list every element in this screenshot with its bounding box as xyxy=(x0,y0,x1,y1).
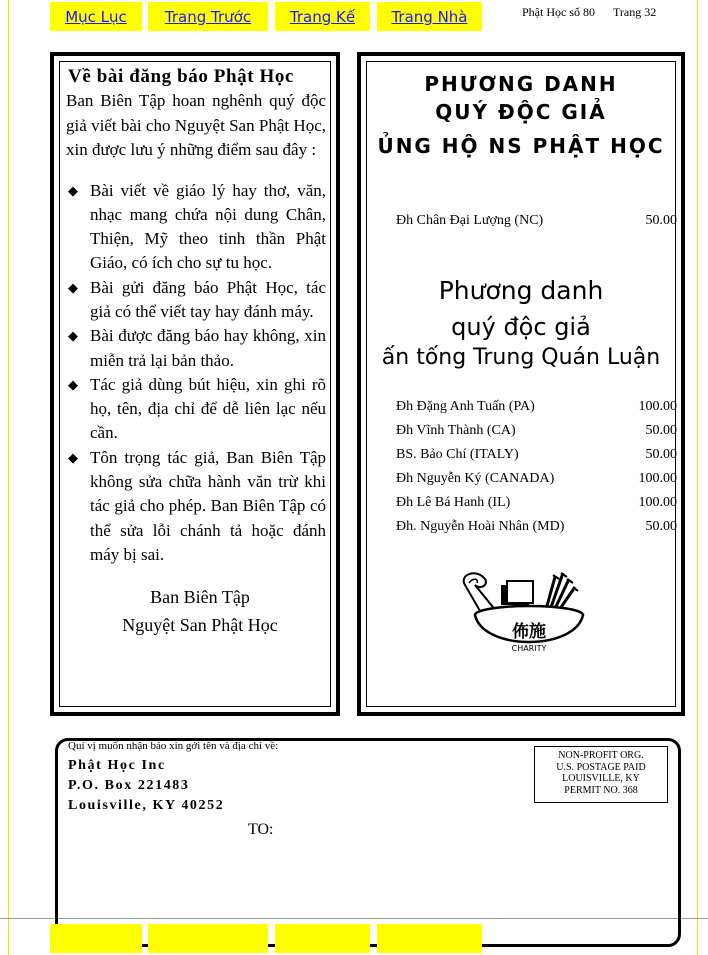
diamond-bullet-icon: ◆ xyxy=(68,279,78,295)
margin-guide-left xyxy=(8,0,9,955)
donor-amount: 50.00 xyxy=(645,447,677,462)
signature-line-1: Ban Biên Tập xyxy=(150,587,250,608)
donors2-heading-line-2: quý độc giả xyxy=(451,313,591,341)
donor-name: BS. Bảo Chí (ITALY) xyxy=(396,447,519,462)
submission-guidelines-inner xyxy=(59,61,331,707)
postage-line-2: U.S. POSTAGE PAID xyxy=(556,761,646,773)
diamond-bullet-icon: ◆ xyxy=(68,449,78,465)
bottom-nav-trang-truoc-link[interactable] xyxy=(148,924,268,953)
list-item xyxy=(66,324,326,373)
issue-number: Phật Học số 80 xyxy=(522,5,595,19)
diamond-bullet-icon: ◆ xyxy=(68,328,78,344)
mailing-address-box xyxy=(55,738,681,947)
guidelines-list xyxy=(66,179,326,568)
donor-row xyxy=(396,516,677,538)
postage-line-4: PERMIT NO. 368 xyxy=(564,784,638,796)
margin-guide-right xyxy=(697,0,698,955)
list-item-text: Bài được đăng báo hay không, xin miễn trả lại bản thảo. xyxy=(90,326,326,370)
donor-name: Đh Nguyễn Ký (CANADA) xyxy=(396,471,555,486)
donor-name: Đh Đặng Anh Tuấn (PA) xyxy=(396,399,535,414)
return-address-line-3: Louisville, KY 40252 xyxy=(68,798,225,813)
donor-row xyxy=(396,396,677,418)
list-item xyxy=(66,276,326,325)
donors-heading-line-2: QUÝ ĐỘC GIẢ xyxy=(435,100,607,124)
list-item xyxy=(66,446,326,567)
donor-row xyxy=(396,468,677,490)
donor-amount: 100.00 xyxy=(638,495,677,510)
list-item-text: Tác giả dùng bút hiệu, xin ghi rõ họ, tên, địa chỉ để dễ liên lạc nếu cần. xyxy=(90,374,326,443)
postage-line-1: NON-PROFIT ORG. xyxy=(558,750,644,761)
page-number: Trang 32 xyxy=(613,5,657,19)
list-item-text: Bài viết về giáo lý hay thơ, văn, nhạc mang chứa nội dung Chân, Thiện, Mỹ theo tinh thần Phật Giáo, có ích cho sự tu học. xyxy=(90,180,326,273)
return-address-line-1: Phật Học Inc xyxy=(68,758,166,773)
donors-box xyxy=(357,52,685,716)
bottom-nav-trang-nha-link[interactable] xyxy=(377,924,482,953)
charity-label: CHARITY xyxy=(511,644,547,653)
donor-row xyxy=(396,420,677,442)
diamond-bullet-icon: ◆ xyxy=(68,182,78,198)
nav-trang-truoc-link[interactable]: Trang Trước xyxy=(148,2,268,31)
list-item xyxy=(66,373,326,446)
page-header-info xyxy=(522,5,656,20)
donor-amount: 100.00 xyxy=(638,399,677,414)
donor-row xyxy=(396,444,677,466)
bottom-nav-trang-ke-link[interactable] xyxy=(275,924,370,953)
donor-amount: 50.00 xyxy=(645,423,677,438)
charity-bowl-illustration xyxy=(457,567,587,662)
nav-muc-luc-link[interactable]: Mục Lục xyxy=(50,2,142,31)
donor-row xyxy=(396,492,677,514)
list-item-text: Tôn trọng tác giả, Ban Biên Tập không sửa chữa hành văn trừ khi tác giả cho phép. Ban Biên Tập có thể sửa lỗi chánh tả hoặc đánh máy bị sai. xyxy=(90,447,326,564)
donor-name: Đh Vĩnh Thành (CA) xyxy=(396,423,516,438)
supporter-amount: 50.00 xyxy=(645,213,677,228)
postage-indicia xyxy=(534,746,668,803)
nav-trang-nha-link[interactable]: Trang Nhà xyxy=(377,2,482,31)
to-label: TO: xyxy=(248,821,274,838)
guidelines-intro: Ban Biên Tập hoan nghênh quý độc giả viết bài cho Nguyệt San Phật Học, xin được lưu ý những điểm sau đây : xyxy=(66,91,326,159)
donor-amount: 50.00 xyxy=(645,519,677,534)
donors-heading-line-3: ỦNG HỘ NS PHẬT HỌC xyxy=(377,134,665,158)
bottom-nav-muc-luc-link[interactable] xyxy=(50,924,142,953)
signature xyxy=(66,583,326,639)
donor-amount: 100.00 xyxy=(638,471,677,486)
donors-heading-line-1: PHƯƠNG DANH xyxy=(424,72,618,96)
list-item-text: Bài gửi đăng báo Phật Học, tác giả có thể viết tay hay đánh máy. xyxy=(90,277,326,321)
return-address-line-2: P.O. Box 221483 xyxy=(68,778,190,793)
donors2-heading-line-3: ấn tống Trung Quán Luận xyxy=(381,345,661,370)
submission-guidelines-box xyxy=(50,52,340,716)
charity-chars: 佈施 xyxy=(512,622,546,642)
supporter-row xyxy=(396,210,677,232)
donor-name: Đh Lê Bá Hanh (IL) xyxy=(396,495,511,510)
donors-inner xyxy=(366,61,676,707)
supporter-name: Đh Chân Đại Lượng (NC) xyxy=(396,213,544,228)
guidelines-title: Về bài đăng báo Phật Học xyxy=(68,66,295,87)
postage-line-3: LOUISVILLE, KY xyxy=(562,773,640,784)
donors2-heading-line-1: Phương danh xyxy=(438,276,604,305)
donor-name: Đh. Nguyễn Hoài Nhân (MD) xyxy=(396,519,565,534)
mailing-note: Quí vị muốn nhận báo xin gởi tên và địa chỉ về: xyxy=(68,740,279,752)
signature-line-2: Nguyệt San Phật Học xyxy=(122,615,278,636)
list-item xyxy=(66,179,326,276)
nav-trang-ke-link[interactable]: Trang Kế xyxy=(275,2,370,31)
diamond-bullet-icon: ◆ xyxy=(68,376,78,392)
